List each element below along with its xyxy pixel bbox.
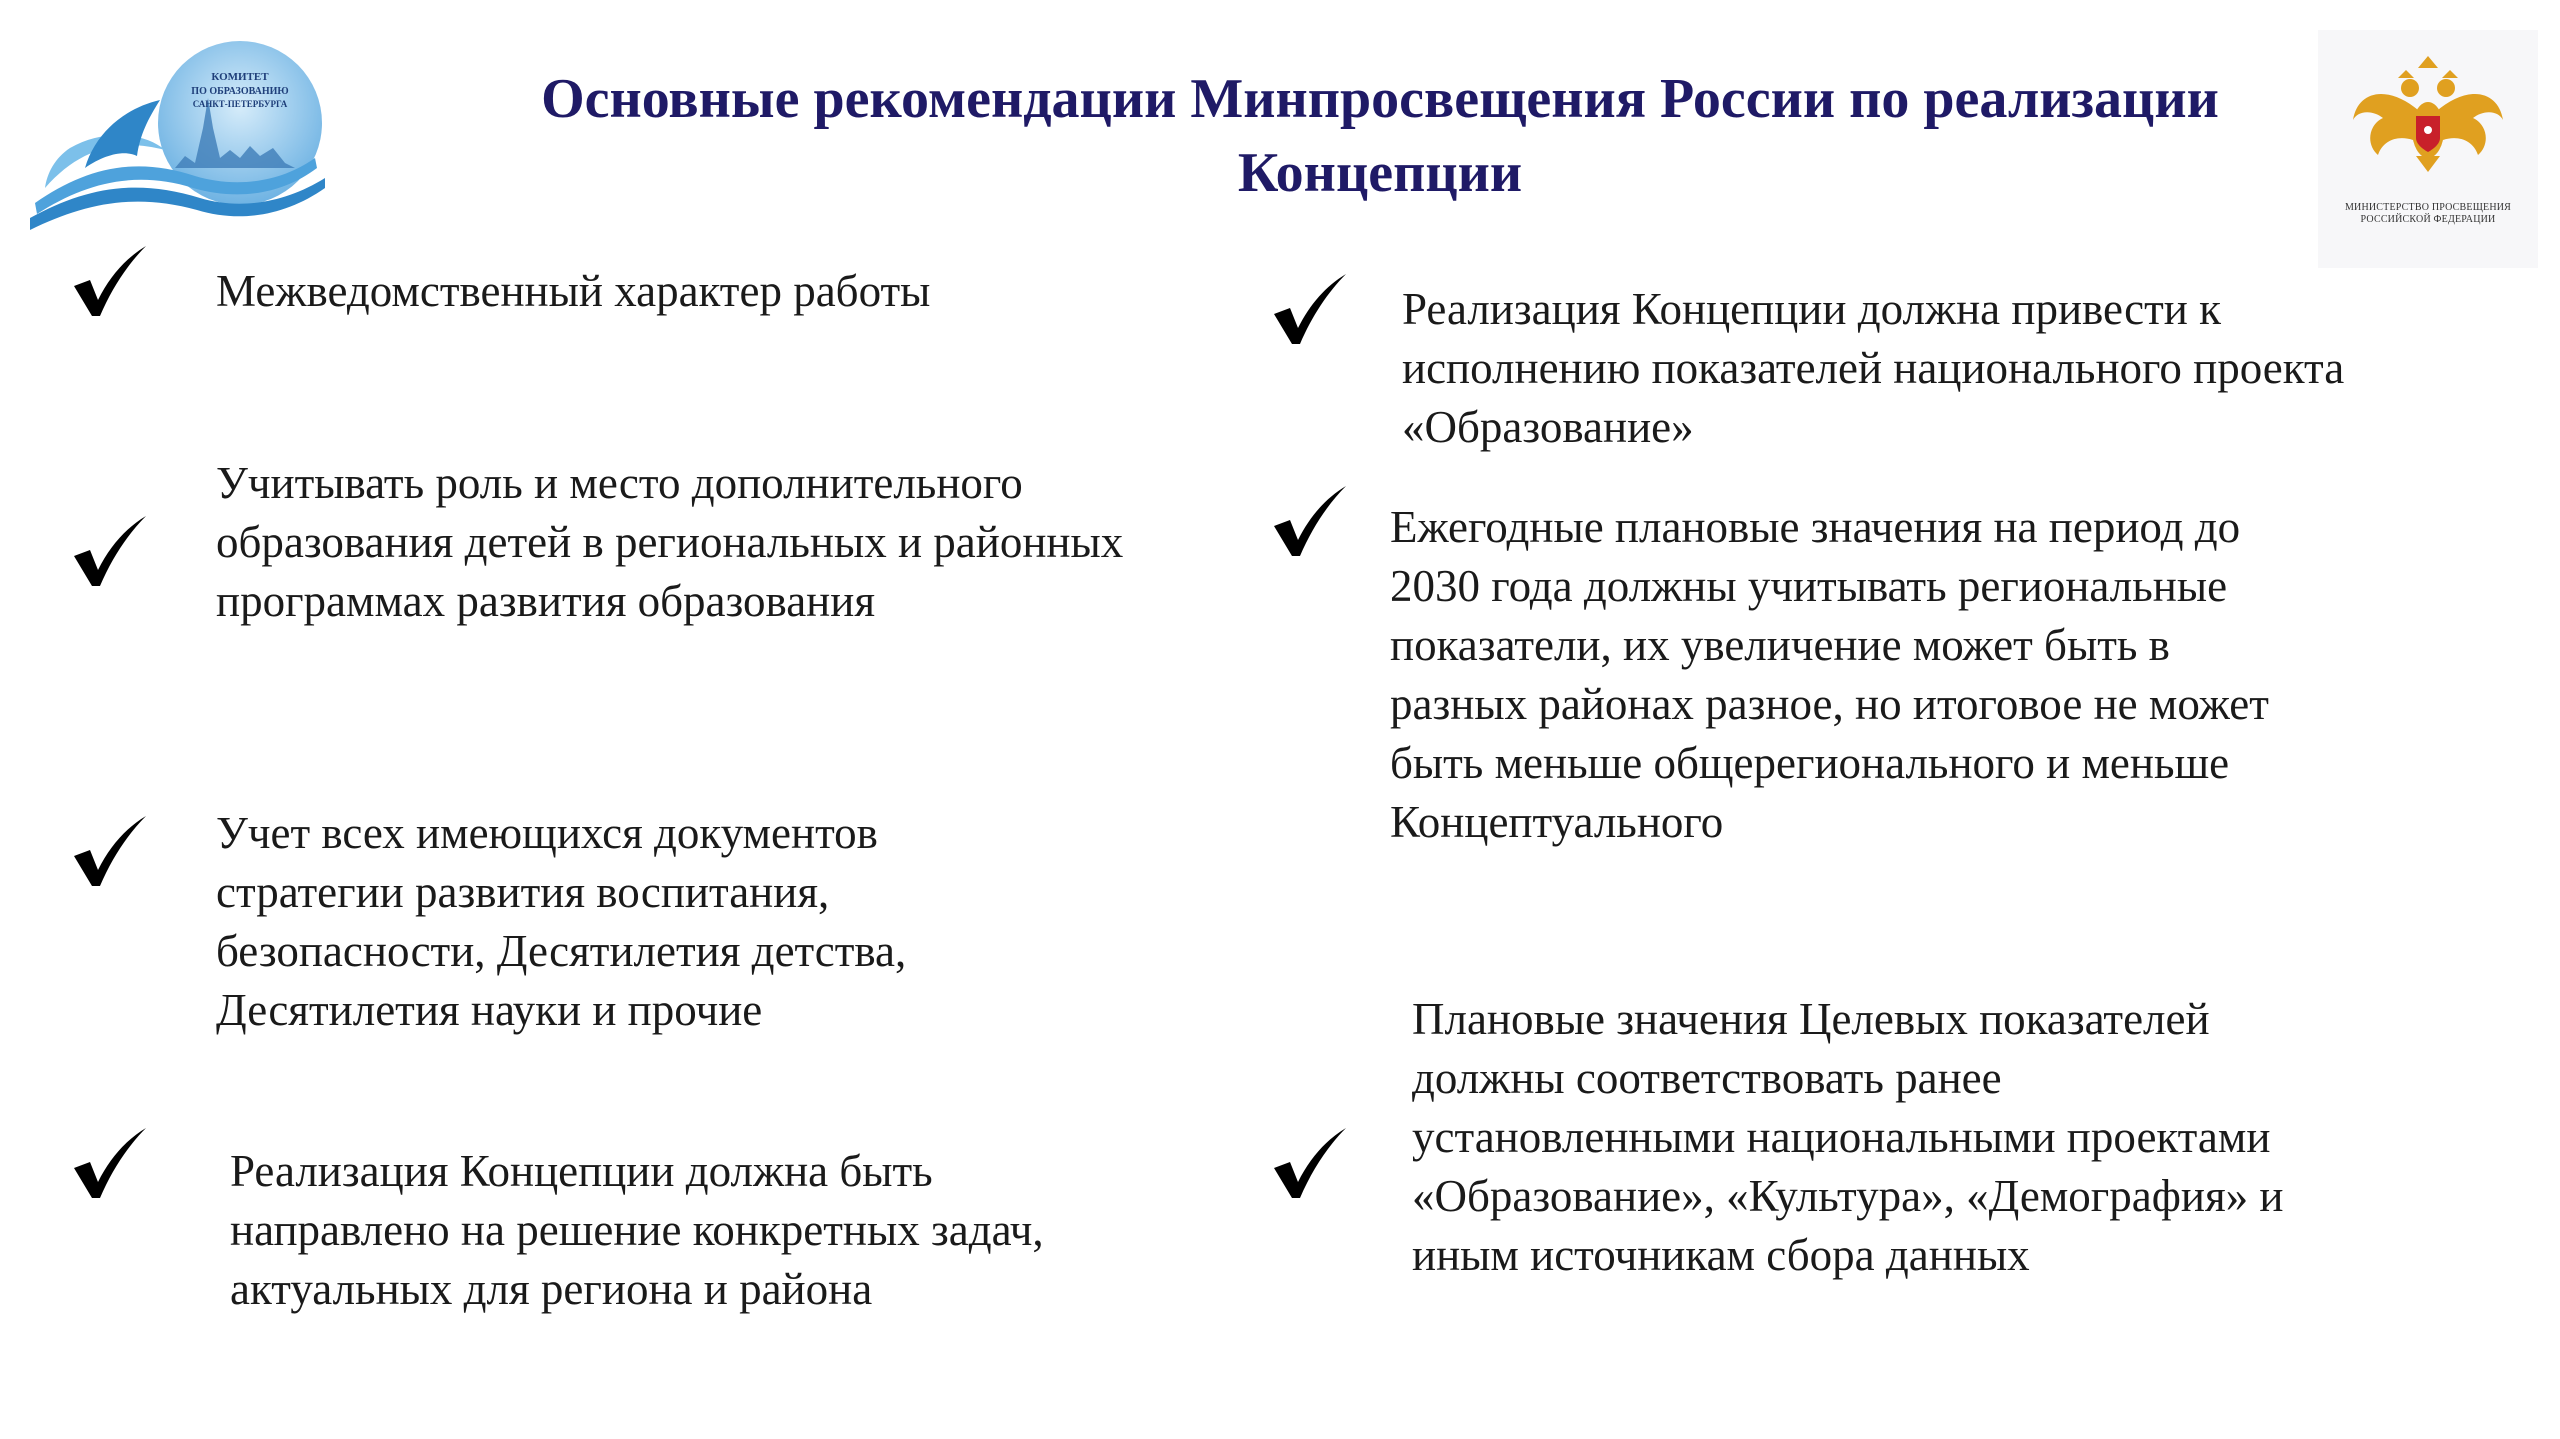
left-item-2-text: Учитывать роль и место дополнительного образования детей в региональных и районных программах развития образования xyxy=(216,458,1124,626)
ministry-caption: МИНИСТЕРСТВО ПРОСВЕЩЕНИЯ РОССИЙСКОЙ ФЕДЕРАЦИИ xyxy=(2344,202,2512,225)
logo-text-line-2: ПО ОБРАЗОВАНИЮ xyxy=(191,86,289,97)
logo-text-line-1: КОМИТЕТ xyxy=(211,71,269,83)
committee-education-logo xyxy=(25,38,345,233)
checkmark-icon xyxy=(1268,270,1348,350)
left-item-4-text: Реализация Концепции должна быть направлено на решение конкретных задач, актуальных для региона и района xyxy=(230,1146,1044,1314)
committee-education-spb-logo-icon xyxy=(25,38,345,233)
slide-title: Основные рекомендации Минпросвещения России по реализации Концепции xyxy=(541,68,2219,204)
right-item-1-text: Реализация Концепции должна привести к исполнению показателей национального проекта «Образование» xyxy=(1402,284,2345,452)
checkmark-icon xyxy=(1268,1124,1348,1204)
checkmark-icon xyxy=(68,1124,148,1204)
logo-text-line-3: САНКТ-ПЕТЕРБУРГА xyxy=(192,99,288,109)
checkmark-icon xyxy=(1268,482,1348,562)
checkmark-icon xyxy=(68,512,148,592)
ministry-logo xyxy=(2318,30,2538,268)
checkmark-icon xyxy=(68,812,148,892)
left-item-1-text: Межведомственный характер работы xyxy=(216,266,931,316)
russian-coat-of-arms-icon xyxy=(2318,30,2538,200)
right-item-3-text: Плановые значения Целевых показателей должны соответствовать ранее установленными национальными проектами «Образование», «Культура», «Демография» и иным источникам сбора данных xyxy=(1412,994,2284,1280)
right-item-2-text: Ежегодные плановые значения на период до 2030 года должны учитывать региональные показатели, их увеличение может быть в разных районах разное, но итоговое не может быть меньше общерегионального и меньше Концептуального xyxy=(1390,502,2269,847)
checkmark-icon xyxy=(68,242,148,322)
left-item-3-text: Учет всех имеющихся документов стратегии развития воспитания, безопасности, Десятилетия детства, Десятилетия науки и прочие xyxy=(216,808,907,1035)
